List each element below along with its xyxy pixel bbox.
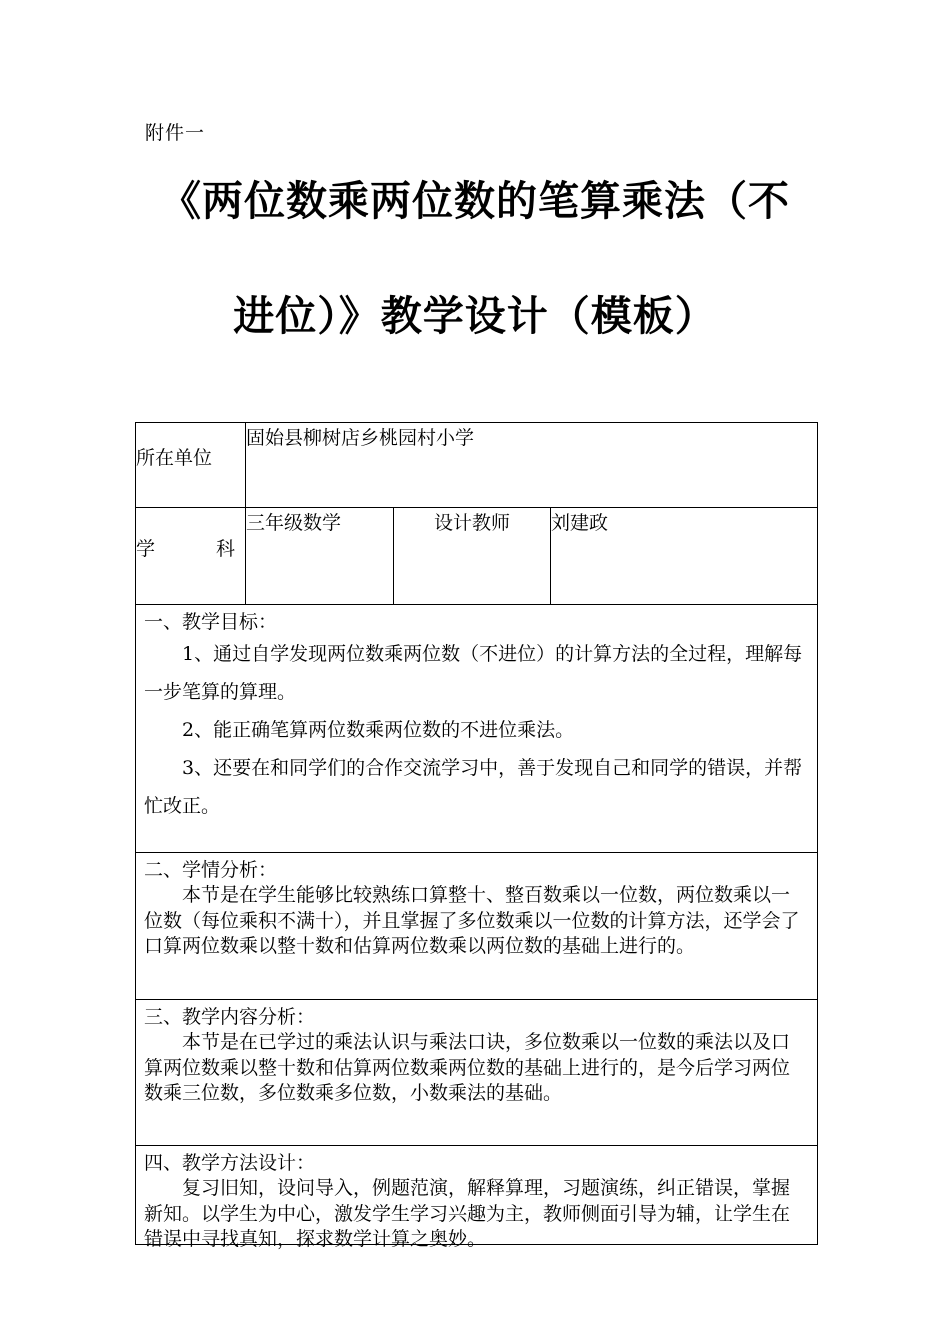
teacher-label: 设计教师 — [394, 508, 551, 605]
unit-row — [136, 423, 818, 508]
methods-text: 复习旧知，设问导入，例题范演，解释算理，习题演练，纠正错误，掌握新知。以学生为中心，激发学生学习兴趣为主，教师侧面引导为辅，让学生在错误中寻找真知，探求数学计算之奥妙。 — [144, 1177, 791, 1250]
teaching-goals-section — [136, 605, 817, 852]
subject-label-char-2: 科 — [215, 538, 235, 560]
teaching-methods-section — [136, 1146, 817, 1250]
goal-item: 1、通过自学发现两位数乘两位数（不进位）的计算方法的全过程，理解每一步笔算的算理。 — [144, 643, 803, 703]
analysis-text: 本节是在学生能够比较熟练口算整十、整百数乘以一位数，两位数乘以一位数（每位乘积不满十），并且掌握了多位数乘以一位数的计算方法，还学会了口算两位数乘以整十数和估算两位数乘以两位数的基础上进行的。 — [144, 884, 800, 957]
subject-label — [136, 508, 246, 605]
content-heading: 三、教学内容分析： — [144, 1006, 316, 1028]
methods-row — [136, 1146, 818, 1245]
document-title-line-1: 《两位数乘两位数的笔算乘法（不 — [160, 177, 790, 225]
content-analysis-section — [136, 1000, 817, 1145]
goal-item: 2、能正确笔算两位数乘两位数的不进位乘法。 — [182, 719, 575, 741]
teacher-value: 刘建政 — [551, 508, 818, 605]
subject-label-char-1: 学 — [136, 538, 156, 560]
analysis-row — [136, 853, 818, 1000]
attachment-label: 附件一 — [145, 122, 206, 144]
unit-label: 所在单位 — [136, 423, 246, 508]
document-title-line-2: 进位）》教学设计（模板） — [233, 292, 717, 340]
subject-row — [136, 508, 818, 605]
goals-row — [136, 605, 818, 853]
content-text: 本节是在已学过的乘法认识与乘法口诀，多位数乘以一位数的乘法以及口算两位数乘以整十数和估算两位数乘两位数的基础上进行的，是今后学习两位数乘三位数，多位数乘多位数，小数乘法的基础。 — [144, 1031, 791, 1104]
methods-heading: 四、教学方法设计： — [144, 1152, 316, 1174]
analysis-heading: 二、学情分析： — [144, 859, 278, 881]
unit-value: 固始县柳树店乡桃园村小学 — [246, 423, 818, 508]
content-row — [136, 1000, 818, 1146]
learner-analysis-section — [136, 853, 817, 999]
goal-item: 3、还要在和同学们的合作交流学习中，善于发现自己和同学的错误，并帮忙改正。 — [144, 757, 803, 817]
goals-heading: 一、教学目标： — [144, 611, 278, 633]
lesson-design-table — [135, 422, 818, 1250]
subject-value: 三年级数学 — [246, 508, 394, 605]
